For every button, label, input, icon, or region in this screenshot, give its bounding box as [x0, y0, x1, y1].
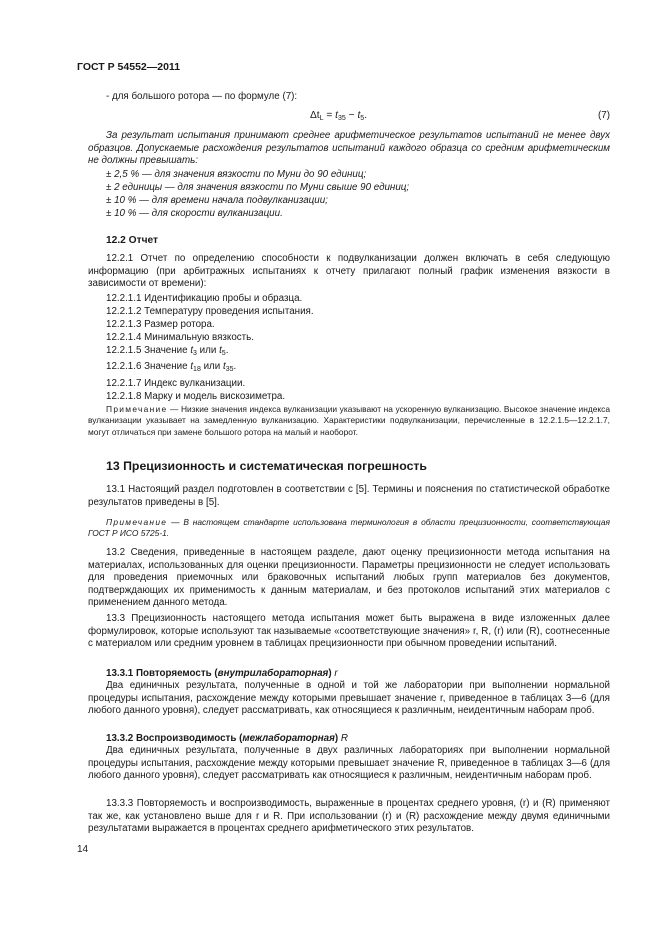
paragraph-13-2: 13.2 Сведения, приведенные в настоящем разделе, дают оценку прецизионности метода испытания на материалах, использованных для оценки прецизионности. Параметры прецизионности не следует использовать для проведения приемочных или браковочных испытаний любых групп материалов без документов, подтверждающих их применимость к данным материалам, и без протоколов испытаний этих материалов с применением данного метода.: [88, 547, 610, 609]
paragraph-13-3-1: Два единичных результата, полученные в одной и той же лаборатории при выполнении нормальной процедуры испытания, расхождение между которыми превышает значение r, приведенное в таблицах 3—6 (для любого данного уровня), следует рассматривать, как относящиеся к различным, неидентичным наборам проб.: [88, 680, 610, 717]
paragraph-13-3-3: 13.3.3 Повторяемость и воспроизводимость, выраженные в процентах среднего уровня, (r) и (R) применяют так же, как установлено выше для r и R. При использовании (r) и (R) расхождение между двумя единичными результатами выражается в процентах среднего арифметического этих результатов.: [88, 798, 610, 835]
report-paragraph: [88, 253, 610, 291]
list-item: ± 10 % — для скорости вулканизации.: [106, 208, 283, 220]
formula-intro-text: - для большого ротора — по формуле (7):: [106, 91, 298, 102]
note-12-2: [88, 404, 610, 438]
list-item: 12.2.1.6 Значение $t_{18}$ или $t_{35}$.: [106, 361, 237, 374]
note-13: [88, 517, 610, 540]
tolerance-list: [106, 168, 610, 220]
section-heading-12-2: 12.2 Отчет: [106, 235, 159, 246]
list-item: ± 2,5 % — для значения вязкости по Муни до 90 единиц;: [106, 169, 367, 180]
result-note: [88, 130, 610, 168]
note-label: Примечание: [106, 404, 168, 414]
note-label: Примечание: [106, 517, 168, 527]
page-number: 14: [77, 844, 89, 855]
section-heading-13: 13 Прецизионность и систематическая погрешность: [106, 459, 427, 473]
list-item: ± 10 % — для времени начала подвулканизации;: [106, 195, 328, 207]
report-paragraph-text: 12.2.1 Отчет по определению способности к подвулканизации должен включать в себя следующую информацию (при арбитражных испытаниях к отчету прилагают полный график изменения вязкости в зависимости от времени):: [88, 253, 610, 290]
formula-expression: $\Delta t_L = t_{35} - t_5$.: [310, 110, 368, 122]
list-item: ± 2 единицы — для значения вязкости по Муни свыше 90 единиц;: [106, 182, 410, 194]
note-text: — Низкие значения индекса вулканизации указывают на ускоренную вулканизацию. Высокое значение индекса вулканизации указывает на замедленную вулканизацию. Характеристики подвулканизации, перечисленные в 12.2.1.5—12.2.1.7, могут отличаться при замене большого ротора на малый и наоборот.: [88, 404, 610, 437]
report-items: [106, 292, 610, 403]
note-text: — В настоящем стандарте использована терминология в области прецизионности, соответствующая ГОСТ Р ИСО 5725-1.: [88, 517, 610, 539]
list-item: 12.2.1.3 Размер ротора.: [106, 319, 215, 331]
formula-number: (7): [598, 110, 610, 121]
list-item: 12.2.1.4 Минимальную вязкость.: [106, 332, 254, 344]
paragraph-13-3-2: Два единичных результата, полученные в двух различных лабораториях при выполнении нормальной процедуры испытания, расхождение между которыми превышает значение R, приведенное в таблицах 3—6 (для любого данного уровня), следует рассматривать как относящиеся к различным, неидентичным наборам проб.: [88, 745, 610, 782]
paragraph-13-1: 13.1 Настоящий раздел подготовлен в соответствии с [5]. Термины и пояснения по статистической обработке результатов приведены в [5].: [88, 484, 610, 508]
formula-intro: [88, 91, 610, 104]
list-item: 12.2.1.1 Идентификацию пробы и образца.: [106, 293, 303, 304]
heading-13-3-2: 13.3.2 Воспроизводимость (межлабораторная) R: [106, 733, 348, 744]
list-item: 12.2.1.2 Температуру проведения испытания.: [106, 306, 314, 318]
result-note-text: За результат испытания принимают среднее арифметическое результатов испытаний не менее двух образцов. Допускаемые расхождения результатов испытаний каждого образца со средним арифметическим не должны превышать:: [88, 130, 610, 167]
list-item: 12.2.1.7 Индекс вулканизации.: [106, 377, 246, 389]
list-item: 12.2.1.5 Значение $t_3$ или $t_5$.: [106, 345, 229, 358]
document-header: ГОСТ Р 54552—2011: [77, 61, 181, 73]
formula-7: [88, 110, 610, 124]
paragraph-13-3: 13.3 Прецизионность настоящего метода испытания может быть выражена в виде изложенных далее формулировок, которые используют так называемые «соответствующие значения» r, R, (r) или (R), соотнесенные с материалом или средним уровнем в таблицах прецизионности при обычном проведении испытаний.: [88, 613, 610, 650]
heading-13-3-1: 13.3.1 Повторяемость (внутрилабораторная) r: [106, 668, 338, 679]
list-item: 12.2.1.8 Марку и модель вискозиметра.: [106, 390, 286, 402]
